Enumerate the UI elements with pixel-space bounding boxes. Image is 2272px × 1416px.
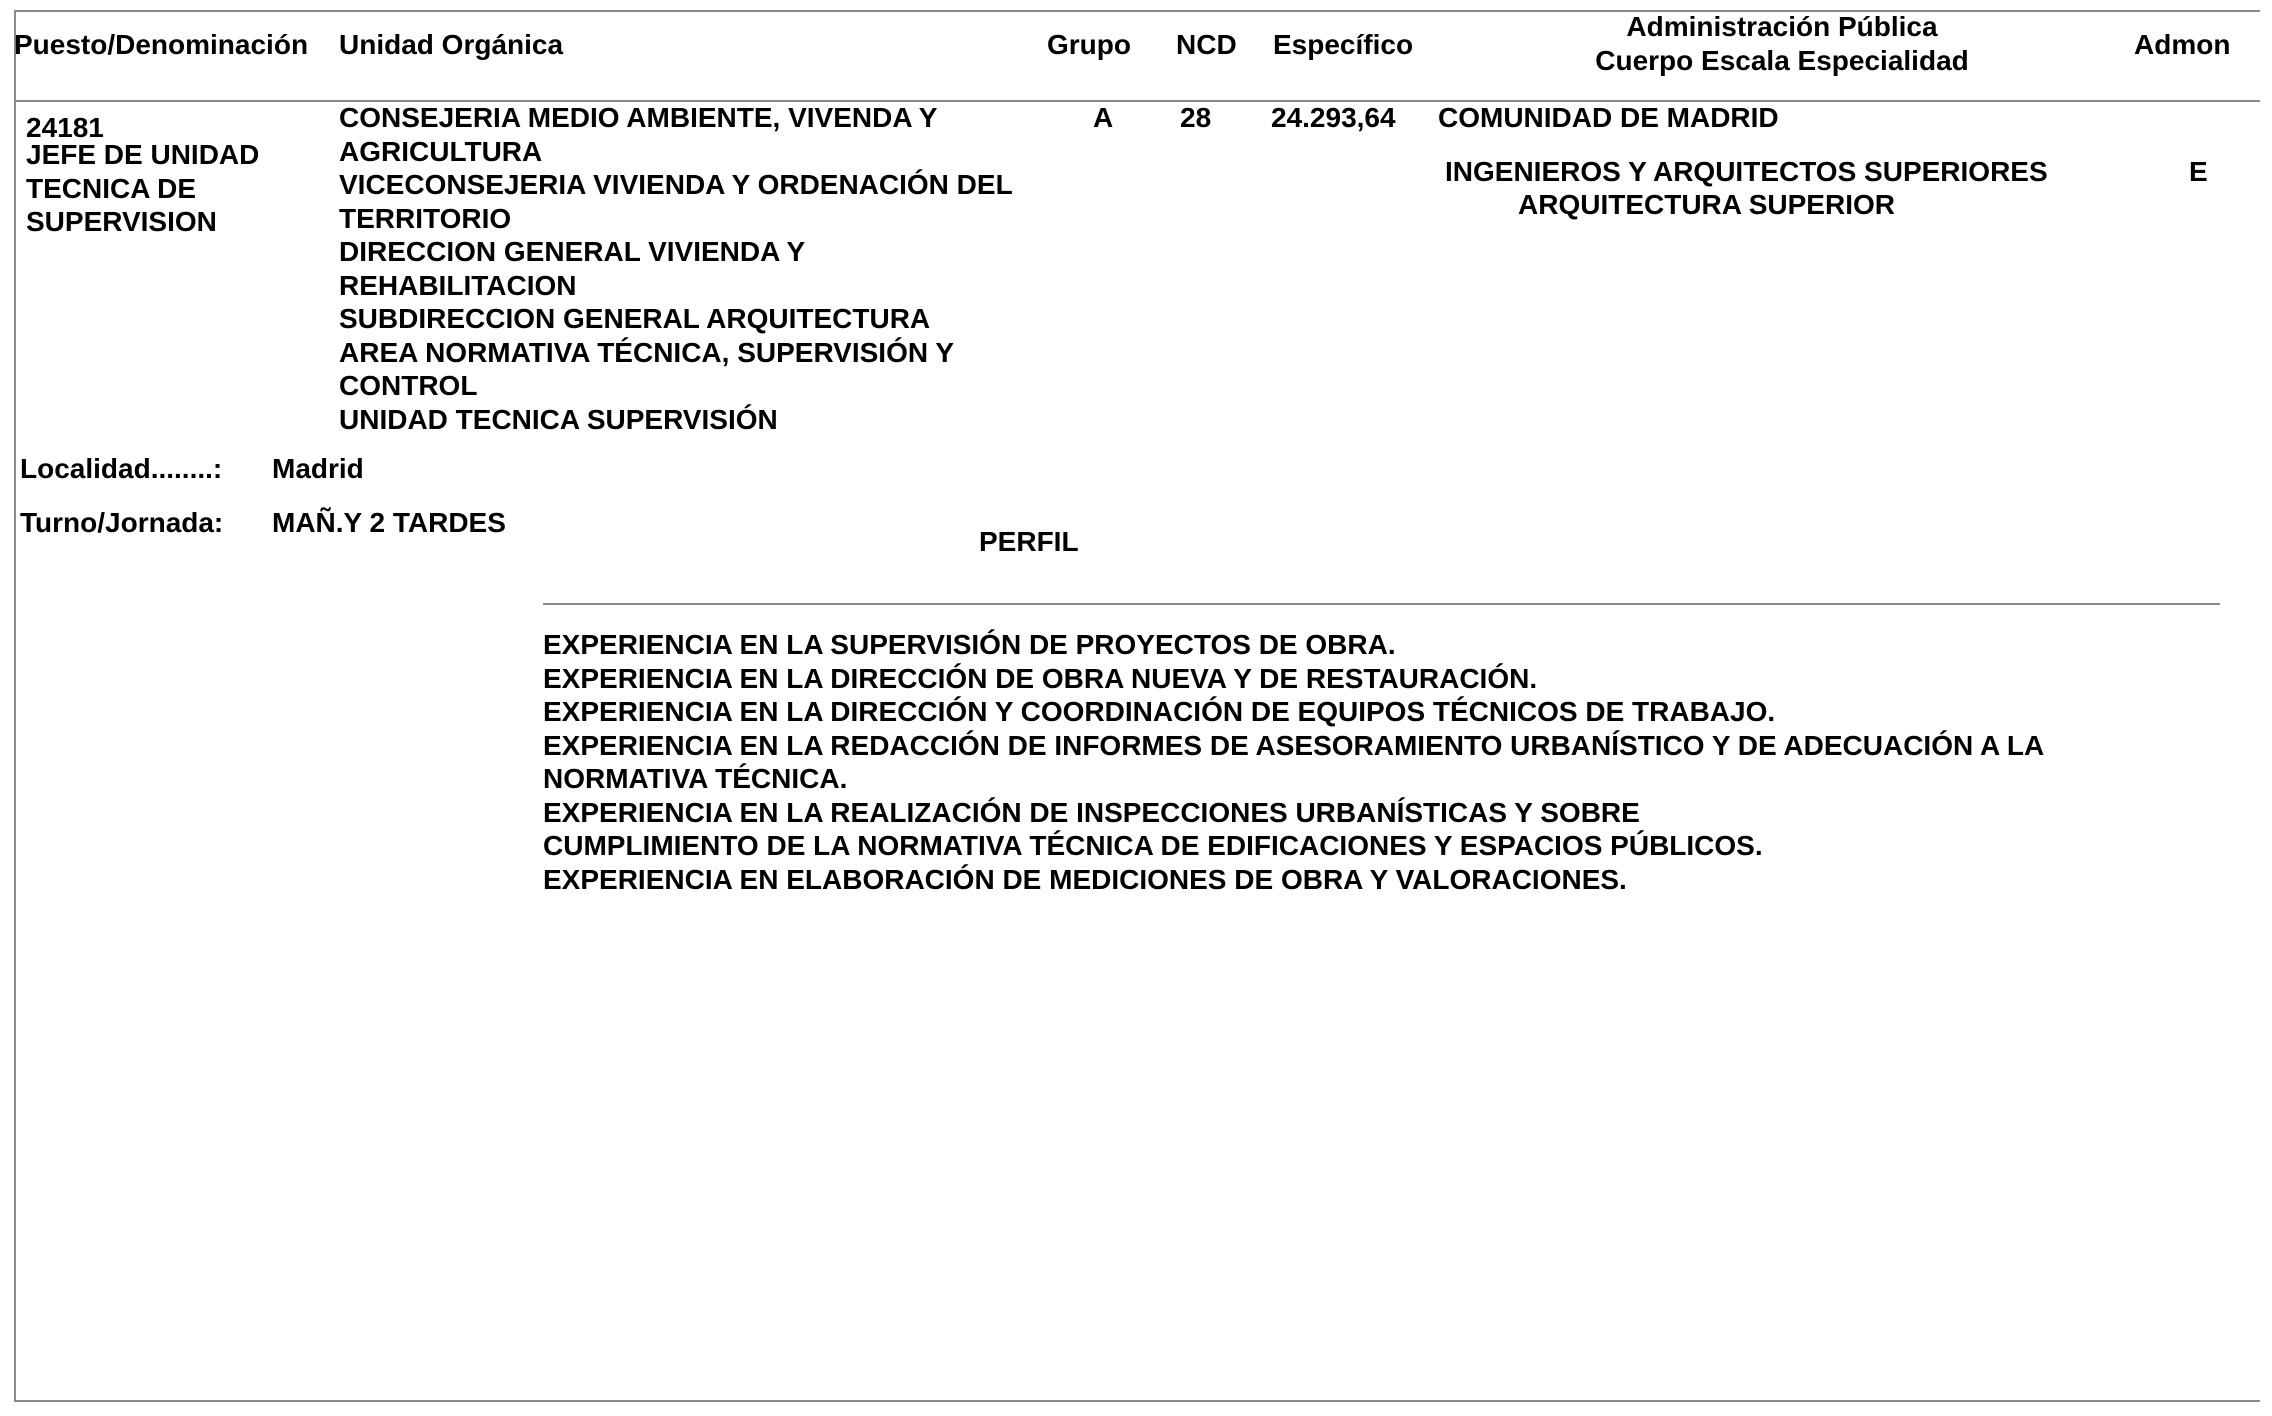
perfil-line: EXPERIENCIA EN LA REDACCIÓN DE INFORMES DE ASESORAMIENTO URBANÍSTICO Y DE ADECUACIÓN A LA xyxy=(543,729,2045,761)
unidad-line: DIRECCION GENERAL VIVIENDA Y xyxy=(339,236,806,267)
perfil-line: NORMATIVA TÉCNICA. xyxy=(543,763,848,794)
perfil-line: EXPERIENCIA EN LA DIRECCIÓN Y COORDINACIÓN DE EQUIPOS TÉCNICOS DE TRABAJO. xyxy=(543,696,1776,727)
header-especifico: Específico xyxy=(1273,29,1414,60)
unidad-line: AREA NORMATIVA TÉCNICA, SUPERVISIÓN Y xyxy=(339,336,955,368)
perfil-title: PERFIL xyxy=(979,526,1079,557)
turno-value: MAÑ.Y 2 TARDES xyxy=(272,507,506,538)
perfil-line: EXPERIENCIA EN ELABORACIÓN DE MEDICIONES DE OBRA Y VALORACIONES. xyxy=(543,863,1627,895)
unidad-line: REHABILITACION xyxy=(339,269,577,301)
record-unidad-organica xyxy=(339,101,1013,436)
record-administracion: COMUNIDAD DE MADRID xyxy=(1438,102,1779,133)
perfil-line: EXPERIENCIA EN LA REALIZACIÓN DE INSPECCIONES URBANÍSTICAS Y SOBRE xyxy=(543,796,1640,828)
denominacion-line: JEFE DE UNIDAD xyxy=(26,139,260,170)
header-ncd: NCD xyxy=(1176,29,1237,60)
unidad-line: CONTROL xyxy=(339,370,478,401)
record-grupo: A xyxy=(1093,102,1114,133)
unidad-line: VICECONSEJERIA VIVIENDA Y ORDENACIÓN DEL xyxy=(339,169,1013,200)
denominacion-line: TECNICA DE xyxy=(26,172,197,204)
localidad-label: Localidad........: xyxy=(20,453,223,484)
perfil-line: EXPERIENCIA EN LA DIRECCIÓN DE OBRA NUEVA Y DE RESTAURACIÓN. xyxy=(543,662,1538,694)
perfil-divider xyxy=(543,603,2220,605)
localidad-value: Madrid xyxy=(272,453,364,484)
header-cuerpo: Cuerpo Escala Especialidad xyxy=(1595,45,1969,76)
perfil-line: EXPERIENCIA EN LA SUPERVISIÓN DE PROYECTOS DE OBRA. xyxy=(543,629,1396,660)
unidad-line: AGRICULTURA xyxy=(339,135,543,167)
header-admin-publica: Administración Pública xyxy=(1626,11,1938,42)
record-especifico: 24.293,64 xyxy=(1271,102,1396,133)
denominacion-line: SUPERVISION xyxy=(26,206,217,237)
record-admon: E xyxy=(2189,156,2208,187)
unidad-line: SUBDIRECCION GENERAL ARQUITECTURA xyxy=(339,303,931,334)
record-denominacion xyxy=(26,138,259,239)
header-puesto: Puesto/Denominación xyxy=(14,29,309,60)
turno-label: Turno/Jornada: xyxy=(20,507,224,538)
unidad-line: TERRITORIO xyxy=(339,202,512,234)
header-grupo: Grupo xyxy=(1047,29,1131,60)
record-ncd: 28 xyxy=(1180,102,1212,133)
header-unidad: Unidad Orgánica xyxy=(339,29,564,60)
header-admon: Admon xyxy=(2134,29,2231,60)
record-cuerpo: INGENIEROS Y ARQUITECTOS SUPERIORES xyxy=(1445,156,2048,187)
record-id: 24181 xyxy=(26,112,104,143)
perfil-text xyxy=(543,628,2044,896)
unidad-line: UNIDAD TECNICA SUPERVISIÓN xyxy=(339,403,778,435)
record-especialidad: ARQUITECTURA SUPERIOR xyxy=(1518,189,1895,220)
unidad-line: CONSEJERIA MEDIO AMBIENTE, VIVENDA Y xyxy=(339,102,938,133)
perfil-line: CUMPLIMIENTO DE LA NORMATIVA TÉCNICA DE EDIFICACIONES Y ESPACIOS PÚBLICOS. xyxy=(543,830,1763,861)
